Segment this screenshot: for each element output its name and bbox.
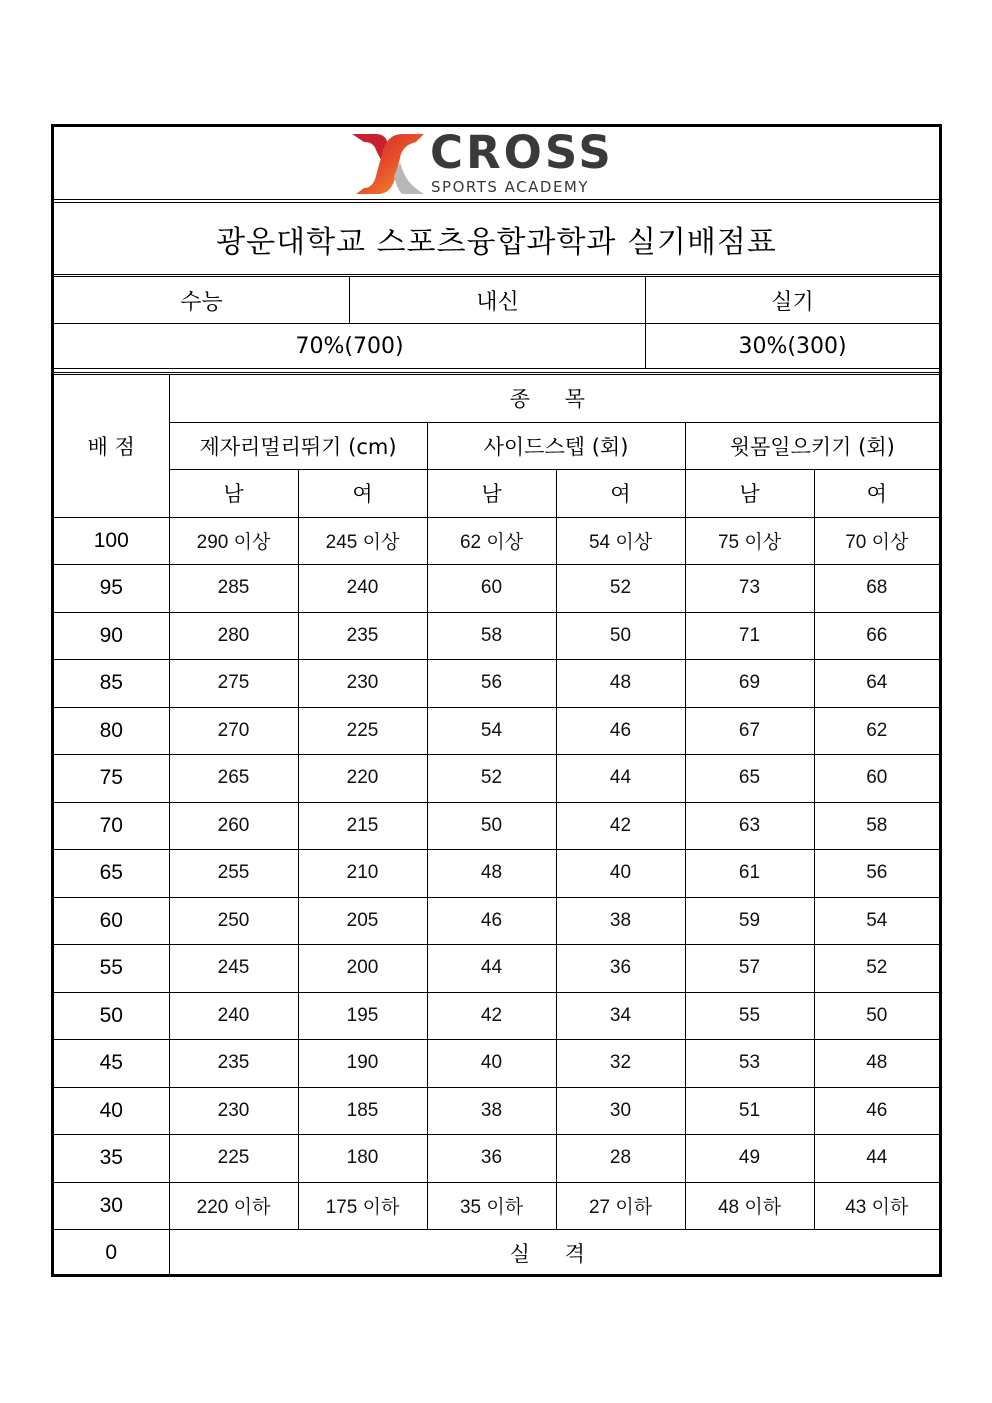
cell-long-jump-female: 225 <box>298 707 427 755</box>
cell-long-jump-female: 205 <box>298 897 427 945</box>
event-names-row <box>54 422 939 470</box>
cell-side-step-male: 58 <box>427 612 556 660</box>
cell-sit-ups-female: 58 <box>814 802 939 850</box>
ratio-header-suneung: 수능 <box>54 277 350 323</box>
points-cell: 65 <box>54 850 169 898</box>
gender-female: 여 <box>814 470 939 518</box>
cell-side-step-male: 36 <box>427 1135 556 1183</box>
cell-long-jump-female: 240 <box>298 565 427 613</box>
cell-long-jump-male: 270 <box>169 707 298 755</box>
table-row <box>54 612 939 660</box>
cell-long-jump-male: 275 <box>169 660 298 708</box>
points-cell: 100 <box>54 517 169 565</box>
cell-long-jump-male: 290 이상 <box>169 517 298 565</box>
table-row <box>54 945 939 993</box>
cell-long-jump-male: 235 <box>169 1040 298 1088</box>
cell-sit-ups-female: 66 <box>814 612 939 660</box>
page-title: 광운대학교 스포츠융합과학과 실기배점표 <box>54 202 939 275</box>
table-row <box>54 1135 939 1183</box>
table-row <box>54 660 939 708</box>
table-row <box>54 517 939 565</box>
cell-long-jump-female: 210 <box>298 850 427 898</box>
cell-sit-ups-female: 70 이상 <box>814 517 939 565</box>
points-cell: 95 <box>54 565 169 613</box>
cell-sit-ups-male: 55 <box>685 992 814 1040</box>
event-sit-ups: 윗몸일으키기 (회) <box>685 422 939 470</box>
cell-sit-ups-male: 67 <box>685 707 814 755</box>
gender-female: 여 <box>298 470 427 518</box>
cell-sit-ups-female: 46 <box>814 1087 939 1135</box>
cell-side-step-female: 38 <box>556 897 685 945</box>
cell-sit-ups-male: 65 <box>685 755 814 803</box>
points-cell: 75 <box>54 755 169 803</box>
cell-side-step-male: 62 이상 <box>427 517 556 565</box>
table-row <box>54 565 939 613</box>
cell-long-jump-female: 220 <box>298 755 427 803</box>
cross-sports-academy-logo <box>350 126 640 198</box>
cell-long-jump-female: 185 <box>298 1087 427 1135</box>
cell-sit-ups-male: 71 <box>685 612 814 660</box>
cell-sit-ups-female: 50 <box>814 992 939 1040</box>
cell-sit-ups-female: 54 <box>814 897 939 945</box>
cell-sit-ups-female: 68 <box>814 565 939 613</box>
cell-side-step-male: 42 <box>427 992 556 1040</box>
cell-sit-ups-female: 64 <box>814 660 939 708</box>
ratio-header-row <box>54 277 939 324</box>
cell-long-jump-female: 230 <box>298 660 427 708</box>
cell-sit-ups-male: 73 <box>685 565 814 613</box>
logo-brand-text: CROSS <box>430 126 614 179</box>
cell-side-step-female: 28 <box>556 1135 685 1183</box>
points-cell: 35 <box>54 1135 169 1183</box>
cell-long-jump-male: 265 <box>169 755 298 803</box>
events-title-row <box>54 375 939 423</box>
cell-side-step-female: 50 <box>556 612 685 660</box>
cell-long-jump-female: 175 이하 <box>298 1182 427 1230</box>
cell-sit-ups-female: 56 <box>814 850 939 898</box>
cell-side-step-male: 40 <box>427 1040 556 1088</box>
ratio-grid <box>54 276 939 373</box>
table-row <box>54 1087 939 1135</box>
ratio-value-practical: 30%(300) <box>738 333 847 359</box>
gender-male: 남 <box>427 470 556 518</box>
fail-row <box>54 1230 939 1277</box>
cell-side-step-female: 42 <box>556 802 685 850</box>
events-header: 종 목 <box>169 375 939 423</box>
logo-header <box>54 127 939 200</box>
cell-side-step-female: 52 <box>556 565 685 613</box>
points-cell: 60 <box>54 897 169 945</box>
logo-subtitle-text: SPORTS ACADEMY <box>431 178 590 196</box>
points-cell: 80 <box>54 707 169 755</box>
cell-sit-ups-male: 49 <box>685 1135 814 1183</box>
points-cell: 85 <box>54 660 169 708</box>
table-row <box>54 1182 939 1230</box>
cell-side-step-male: 52 <box>427 755 556 803</box>
cell-side-step-female: 44 <box>556 755 685 803</box>
cell-side-step-male: 60 <box>427 565 556 613</box>
fail-label: 실 격 <box>169 1230 939 1277</box>
cell-side-step-female: 32 <box>556 1040 685 1088</box>
cell-side-step-female: 27 이하 <box>556 1182 685 1230</box>
cell-long-jump-female: 235 <box>298 612 427 660</box>
ratio-header-naesin: 내신 <box>350 277 646 323</box>
cell-sit-ups-male: 59 <box>685 897 814 945</box>
cell-long-jump-female: 200 <box>298 945 427 993</box>
cell-side-step-male: 46 <box>427 897 556 945</box>
double-line-divider <box>54 369 939 373</box>
cell-long-jump-male: 255 <box>169 850 298 898</box>
cell-side-step-female: 30 <box>556 1087 685 1135</box>
cell-sit-ups-male: 75 이상 <box>685 517 814 565</box>
cell-sit-ups-female: 62 <box>814 707 939 755</box>
table-row <box>54 755 939 803</box>
cell-long-jump-male: 245 <box>169 945 298 993</box>
points-cell: 0 <box>54 1230 169 1277</box>
event-standing-long-jump: 제자리멀리뛰기 (cm) <box>169 422 427 470</box>
cell-side-step-male: 50 <box>427 802 556 850</box>
cell-long-jump-male: 285 <box>169 565 298 613</box>
cell-side-step-female: 36 <box>556 945 685 993</box>
logo-mark-icon <box>350 132 426 196</box>
cell-sit-ups-male: 53 <box>685 1040 814 1088</box>
cell-side-step-male: 44 <box>427 945 556 993</box>
cell-long-jump-male: 240 <box>169 992 298 1040</box>
cell-long-jump-female: 215 <box>298 802 427 850</box>
cell-side-step-female: 34 <box>556 992 685 1040</box>
cell-sit-ups-male: 63 <box>685 802 814 850</box>
table-row <box>54 850 939 898</box>
table-row <box>54 1040 939 1088</box>
cell-side-step-male: 54 <box>427 707 556 755</box>
event-side-step: 사이드스텝 (회) <box>427 422 685 470</box>
table-row <box>54 897 939 945</box>
cell-sit-ups-male: 69 <box>685 660 814 708</box>
cell-side-step-male: 35 이하 <box>427 1182 556 1230</box>
points-cell: 45 <box>54 1040 169 1088</box>
cell-sit-ups-male: 51 <box>685 1087 814 1135</box>
table-row <box>54 707 939 755</box>
gender-female: 여 <box>556 470 685 518</box>
gender-male: 남 <box>685 470 814 518</box>
ratio-value-row <box>54 324 939 369</box>
cell-long-jump-male: 280 <box>169 612 298 660</box>
cell-long-jump-male: 225 <box>169 1135 298 1183</box>
cell-long-jump-female: 195 <box>298 992 427 1040</box>
cell-side-step-male: 48 <box>427 850 556 898</box>
cell-long-jump-female: 190 <box>298 1040 427 1088</box>
points-cell: 40 <box>54 1087 169 1135</box>
points-cell: 70 <box>54 802 169 850</box>
cell-sit-ups-male: 57 <box>685 945 814 993</box>
cell-long-jump-male: 260 <box>169 802 298 850</box>
cell-side-step-male: 56 <box>427 660 556 708</box>
cell-sit-ups-female: 52 <box>814 945 939 993</box>
table-row <box>54 992 939 1040</box>
cell-long-jump-male: 220 이하 <box>169 1182 298 1230</box>
cell-long-jump-female: 180 <box>298 1135 427 1183</box>
score-sheet-frame <box>51 124 942 1277</box>
cell-sit-ups-female: 44 <box>814 1135 939 1183</box>
cell-sit-ups-female: 60 <box>814 755 939 803</box>
points-cell: 30 <box>54 1182 169 1230</box>
cell-sit-ups-female: 43 이하 <box>814 1182 939 1230</box>
points-header: 배 점 <box>54 375 169 518</box>
points-cell: 90 <box>54 612 169 660</box>
table-row <box>54 802 939 850</box>
cell-side-step-female: 40 <box>556 850 685 898</box>
cell-side-step-female: 54 이상 <box>556 517 685 565</box>
cell-long-jump-male: 250 <box>169 897 298 945</box>
cell-long-jump-female: 245 이상 <box>298 517 427 565</box>
gender-row <box>54 470 939 518</box>
cell-side-step-female: 46 <box>556 707 685 755</box>
ratio-header-silgi: 실기 <box>771 289 814 315</box>
scoring-table <box>54 374 939 1277</box>
cell-sit-ups-female: 48 <box>814 1040 939 1088</box>
points-cell: 50 <box>54 992 169 1040</box>
ratio-value-combined: 70%(700) <box>54 324 646 368</box>
cell-side-step-female: 48 <box>556 660 685 708</box>
cell-sit-ups-male: 48 이하 <box>685 1182 814 1230</box>
cell-sit-ups-male: 61 <box>685 850 814 898</box>
cell-side-step-male: 38 <box>427 1087 556 1135</box>
points-cell: 55 <box>54 945 169 993</box>
cell-long-jump-male: 230 <box>169 1087 298 1135</box>
gender-male: 남 <box>169 470 298 518</box>
